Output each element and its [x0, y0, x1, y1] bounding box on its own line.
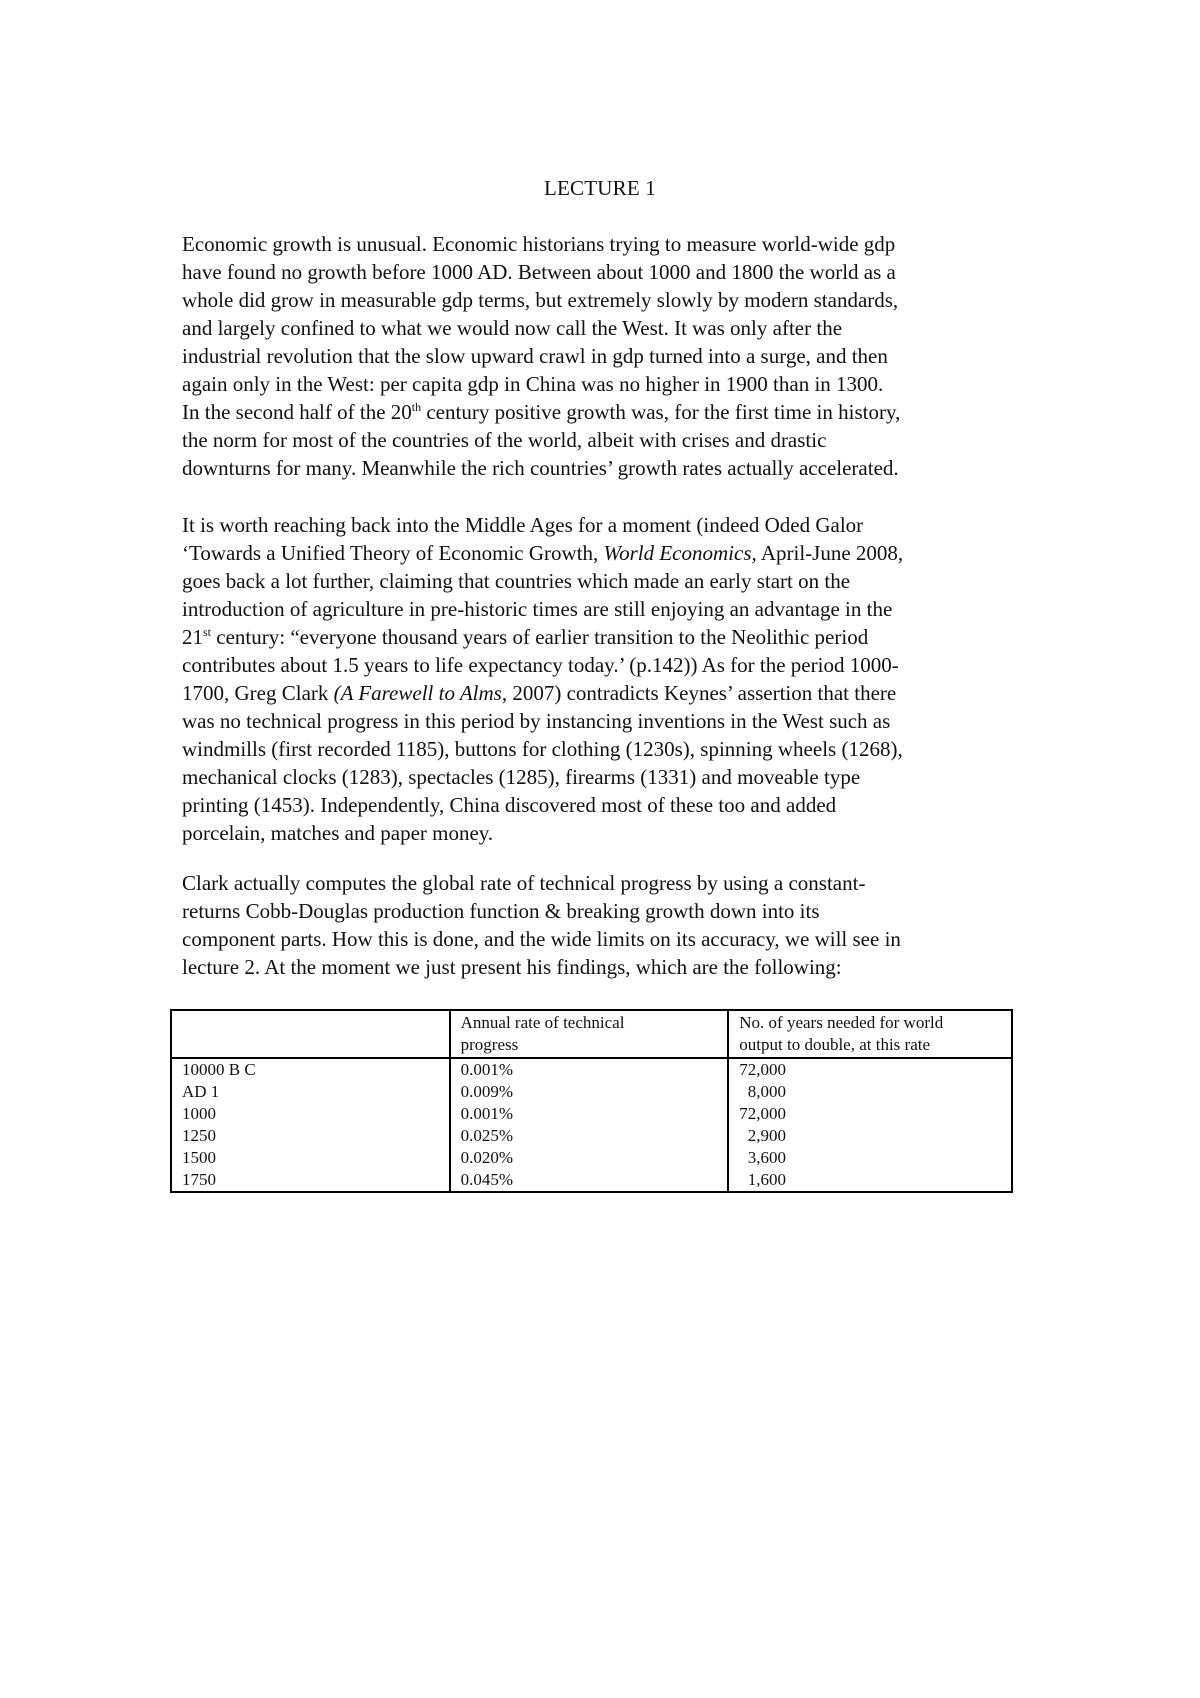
text-line: 21st century: “everyone thousand years of earlier transition to the Neolithic period	[182, 625, 869, 649]
lecture-title: LECTURE 1	[543, 176, 657, 200]
cell-years-to-double: 1,600	[728, 1169, 1012, 1192]
italic-title: (A Farewell to Alms,	[333, 681, 508, 705]
paragraph-economic-growth	[182, 230, 1032, 482]
text-line: component parts. How this is done, and the wide limits on its accuracy, we will see in	[182, 927, 901, 951]
cell-period: 1000	[171, 1103, 450, 1125]
paragraph-clark-findings	[182, 869, 1032, 981]
cell-period: 10000 B C	[171, 1058, 450, 1081]
cell-years-to-double: 8,000	[728, 1081, 1012, 1103]
table-header-years-to-double: No. of years needed for world output to double, at this rate	[728, 1010, 1012, 1058]
text-line: have found no growth before 1000 AD. Between about 1000 and 1800 the world as a	[182, 260, 896, 284]
table-row	[171, 1147, 1012, 1169]
cell-annual-rate: 0.020%	[450, 1147, 729, 1169]
text-line: Clark actually computes the global rate of technical progress by using a constant-	[182, 871, 866, 895]
superscript: th	[411, 400, 422, 414]
paragraph-middle-ages	[182, 511, 1032, 847]
cell-annual-rate: 0.025%	[450, 1125, 729, 1147]
table-header-annual-rate: Annual rate of technical progress	[450, 1010, 729, 1058]
text-line: printing (1453). Independently, China discovered most of these too and added	[182, 793, 837, 817]
technical-progress-table	[170, 1009, 1013, 1193]
cell-annual-rate: 0.009%	[450, 1081, 729, 1103]
table-row	[171, 1081, 1012, 1103]
text-line: mechanical clocks (1283), spectacles (1285), firearms (1331) and moveable type	[182, 765, 861, 789]
text-line: It is worth reaching back into the Middle Ages for a moment (indeed Oded Galor	[182, 513, 864, 537]
text-line: introduction of agriculture in pre-historic times are still enjoying an advantage in the	[182, 597, 893, 621]
text-line: whole did grow in measurable gdp terms, but extremely slowly by modern standards,	[182, 288, 899, 312]
text-line: windmills (first recorded 1185), buttons for clothing (1230s), spinning wheels (1268),	[182, 737, 903, 761]
table-header-row	[171, 1010, 1012, 1058]
cell-annual-rate: 0.001%	[450, 1103, 729, 1125]
text-line: In the second half of the 20th century positive growth was, for the first time in history,	[182, 400, 901, 424]
cell-period: 1750	[171, 1169, 450, 1192]
text-line: was no technical progress in this period by instancing inventions in the West such as	[182, 709, 891, 733]
table-body	[171, 1058, 1012, 1192]
cell-period: 1250	[171, 1125, 450, 1147]
text-line: contributes about 1.5 years to life expectancy today.’ (p.142)) As for the period 1000-	[182, 653, 899, 677]
superscript: st	[203, 625, 212, 639]
text-line: porcelain, matches and paper money.	[182, 821, 494, 845]
text-line: the norm for most of the countries of the world, albeit with crises and drastic	[182, 428, 827, 452]
italic-title: World Economics,	[603, 541, 757, 565]
cell-years-to-double: 72,000	[728, 1103, 1012, 1125]
table-row	[171, 1169, 1012, 1192]
cell-years-to-double: 2,900	[728, 1125, 1012, 1147]
cell-annual-rate: 0.045%	[450, 1169, 729, 1192]
cell-years-to-double: 72,000	[728, 1058, 1012, 1081]
table-row	[171, 1125, 1012, 1147]
text-line: Economic growth is unusual. Economic historians trying to measure world-wide gdp	[182, 232, 896, 256]
cell-years-to-double: 3,600	[728, 1147, 1012, 1169]
text-line: goes back a lot further, claiming that countries which made an early start on the	[182, 569, 851, 593]
text-line: 1700, Greg Clark (A Farewell to Alms, 2007) contradicts Keynes’ assertion that there	[182, 681, 897, 705]
table-row	[171, 1103, 1012, 1125]
cell-period: 1500	[171, 1147, 450, 1169]
table-header-period	[171, 1010, 450, 1058]
text-line: industrial revolution that the slow upward crawl in gdp turned into a surge, and then	[182, 344, 888, 368]
cell-annual-rate: 0.001%	[450, 1058, 729, 1081]
text-line: returns Cobb-Douglas production function & breaking growth down into its	[182, 899, 820, 923]
text-line: and largely confined to what we would now call the West. It was only after the	[182, 316, 843, 340]
text-line: ‘Towards a Unified Theory of Economic Growth, World Economics, April-June 2008,	[182, 541, 904, 565]
cell-period: AD 1	[171, 1081, 450, 1103]
text-line: lecture 2. At the moment we just present his findings, which are the following:	[182, 955, 842, 979]
text-line: downturns for many. Meanwhile the rich countries’ growth rates actually accelerated.	[182, 456, 899, 480]
table-row	[171, 1058, 1012, 1081]
text-line: again only in the West: per capita gdp in China was no higher in 1900 than in 1300.	[182, 372, 884, 396]
